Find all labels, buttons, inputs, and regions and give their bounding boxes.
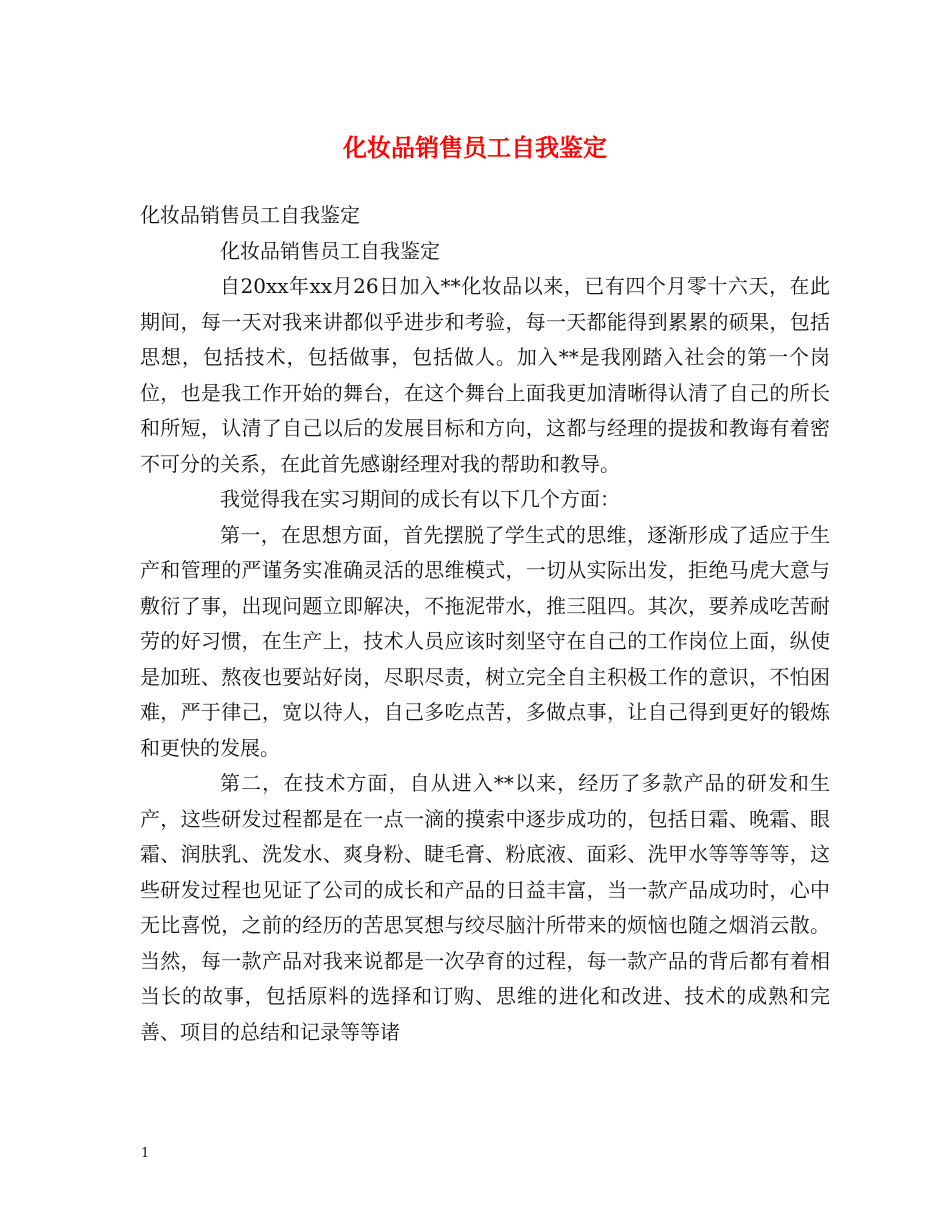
page-number: 1 <box>141 1146 150 1161</box>
paragraph-first-thought: 第一，在思想方面，首先摆脱了学生式的思维，逐渐形成了适应于生产和管理的严谨务实准确灵活的思维模式，一切从实际出发，拒绝马虎大意与敷衍了事，出现问题立即解决，不拖泥带水，推三阻四。其次，要养成吃苦耐劳的好习惯，在生产上，技术人员应该时刻坚守在自己的工作岗位上面，纵使是加班、熬夜也要站好岗，尽职尽责，树立完全自主积极工作的意识，不怕困难，严于律己，宽以待人，自己多吃点苦，多做点事，让自己得到更好的锻炼和更快的发展。 <box>140 522 830 760</box>
paragraph-heading: 化妆品销售员工自我鉴定 <box>140 203 360 227</box>
paragraph-growth-aspects: 我觉得我在实习期间的成长有以下几个方面： <box>220 487 620 511</box>
document-body <box>140 198 830 1050</box>
paragraph-subheading: 化妆品销售员工自我鉴定 <box>220 238 440 263</box>
paragraph-second-technology: 第二，在技术方面，自从进入**以来，经历了多款产品的研发和生产，这些研发过程都是在一点一滴的摸索中逐步成功的，包括日霜、晚霜、眼霜、润肤乳、洗发水、爽身粉、睫毛膏、粉底液、面彩、洗甲水等等等等，这些研发过程也见证了公司的成长和产品的日益丰富，当一款产品成功时，心中无比喜悦，之前的经历的苦思冥想与绞尽脑汁所带来的烦恼也随之烟消云散。当然，每一款产品对我来说都是一次孕育的过程，每一款产品的背后都有着相当长的故事，包括原料的选择和订购、思维的进化和改进、技术的成熟和完善、项目的总结和记录等等诸 <box>140 771 830 1044</box>
paragraph-intro: 自20xx年xx月26日加入**化妆品以来，已有四个月零十六天，在此期间，每一天对我来讲都似乎进步和考验，每一天都能得到累累的硕果，包括思想，包括技术，包括做事，包括做人。加入**是我刚踏入社会的第一个岗位，也是我工作开始的舞台，在这个舞台上面我更加清晰得认清了自己的所长和所短，认清了自己以后的发展目标和方向，这都与经理的提拔和教诲有着密不可分的关系，在此首先感谢经理对我的帮助和教导。 <box>140 274 830 476</box>
document-title: 化妆品销售员工自我鉴定 <box>343 133 607 162</box>
